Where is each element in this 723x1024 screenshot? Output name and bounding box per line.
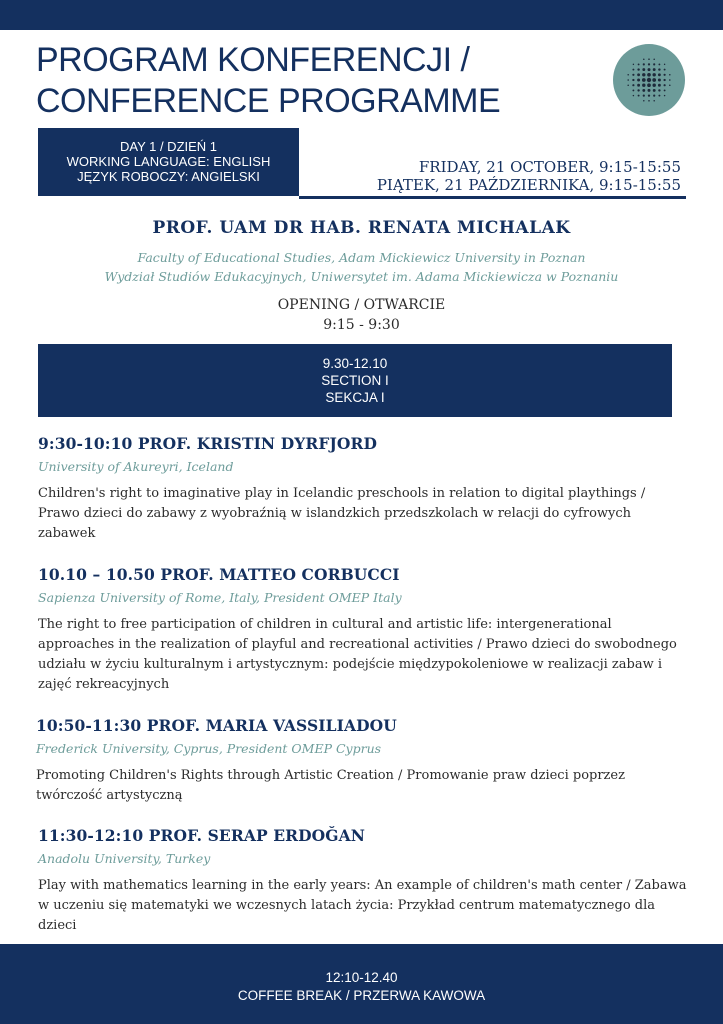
talk-affiliation: Anadolu University, Turkey [38,851,211,866]
talk-affiliation: University of Akureyri, Iceland [38,459,234,474]
date-en: FRIDAY, 21 OCTOBER, 9:15-15:55 [418,158,681,176]
title-line-2: CONFERENCE PROGRAMME [36,82,501,120]
talk-heading: 10.10 – 10.50 PROF. MATTEO CORBUCCI [38,565,400,584]
affiliation-pl: Wydział Studiów Edukacyjnych, Uniwersytet im. Adama Mickiewicza w Poznaniu [104,269,619,284]
section-name-en: SECTION I [321,373,389,388]
day-info-box [38,128,299,196]
section-name-pl: SEKCJA I [325,390,385,405]
coffee-break-time: 12:10-12.40 [325,970,398,985]
talk-item [36,716,686,806]
talk-item [38,826,688,936]
talk-description: Children's right to imaginative play in Icelandic preschools in relation to digital playthings / Prawo dzieci do zabawy z wyobraźnią w islandzkich przedszkolach w relacji do cyfrowych zabawek [38,486,646,541]
date-pl: PIĄTEK, 21 PAŹDZIERNIKA, 9:15-15:55 [376,176,681,194]
date-block [377,158,681,194]
talk-heading: 11:30-12:10 PROF. SERAP ERDOĞAN [38,826,365,845]
talk-description: Play with mathematics learning in the early years: An example of children's math center / Zabawa w uczeniu się matematyki we wczesnych latach życia: Przykład centrum matematycznego dla dzieci [38,878,687,933]
opening-speaker-affiliation [0,248,723,286]
affiliation-en: Faculty of Educational Studies, Adam Mickiewicz University in Poznan [137,250,586,265]
coffee-break-banner [0,944,723,1024]
talk-heading: 10:50-11:30 PROF. MARIA VASSILIADOU [36,716,397,735]
page-title [36,40,576,122]
talk-affiliation: Sapienza University of Rome, Italy, President OMEP Italy [38,590,402,605]
talk-affiliation: Frederick University, Cyprus, President OMEP Cyprus [36,741,382,756]
working-language-en: WORKING LANGUAGE: ENGLISH [66,154,271,169]
section-time: 9.30-12.10 [322,356,388,371]
working-language-pl: JĘZYK ROBOCZY: ANGIELSKI [77,169,260,184]
opening-speaker-name: PROF. UAM DR HAB. RENATA MICHALAK [152,218,571,238]
opening-time: 9:15 - 9:30 [323,317,400,333]
talk-description: Promoting Children's Rights through Artistic Creation / Promowanie praw dzieci poprzez twórczość artystyczną [36,768,625,803]
talk-item [38,565,688,695]
day-label: DAY 1 / DZIEŃ 1 [119,139,218,154]
talk-description: The right to free participation of children in cultural and artistic life: intergenerational approaches in the realization of playful and recreational activities / Prawo dzieci do swobodnego udziału w życiu kulturalnym i artystycznym: podejście międzypokoleniowe w realizacji zabaw i zajęć rekreacyjnych [38,617,677,692]
title-line-1: PROGRAM KONFERENCJI / [36,41,470,79]
date-divider [299,196,686,199]
top-banner [0,0,723,30]
opening-label: OPENING / OTWARCIE [277,297,446,313]
opening-session [0,295,723,335]
talk-heading: 9:30-10:10 PROF. KRISTIN DYRFJORD [38,434,378,453]
dotted-circle-logo-icon [613,44,685,116]
section-header [38,344,672,417]
coffee-break-label: COFFEE BREAK / PRZERWA KAWOWA [237,988,486,1003]
talk-item [38,434,688,544]
